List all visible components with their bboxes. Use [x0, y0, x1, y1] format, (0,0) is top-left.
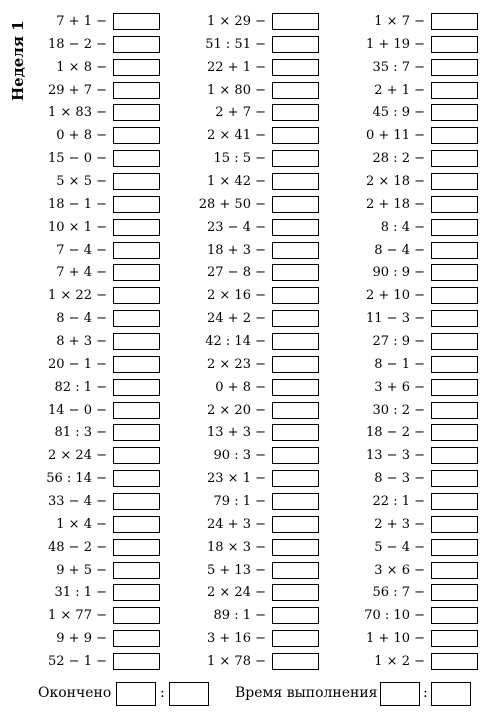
- answer-box[interactable]: [113, 584, 160, 601]
- answer-box[interactable]: [431, 356, 478, 373]
- problem-expression: 10 × 1 −: [48, 219, 107, 235]
- finished-hours-box[interactable]: [116, 682, 156, 706]
- problem-row: [159, 33, 319, 56]
- problem-row: [318, 650, 478, 673]
- problem-row: [0, 444, 160, 467]
- problem-expression: 81 : 3 −: [54, 425, 107, 441]
- problem-row: [159, 490, 319, 513]
- problem-expression: 2 + 18 −: [366, 196, 425, 212]
- problem-expression: 1 × 80 −: [207, 82, 266, 98]
- problem-row: [318, 330, 478, 353]
- problem-expression: 1 + 19 −: [366, 36, 425, 52]
- answer-box[interactable]: [272, 607, 319, 624]
- problem-row: [159, 56, 319, 79]
- problem-row: [159, 650, 319, 673]
- problem-row: [318, 536, 478, 559]
- problem-row: [318, 193, 478, 216]
- answer-box[interactable]: [272, 196, 319, 213]
- problem-expression: 42 : 14 −: [205, 333, 266, 349]
- problem-row: [159, 604, 319, 627]
- answer-box[interactable]: [431, 470, 478, 487]
- problem-row: [159, 330, 319, 353]
- problem-row: [318, 56, 478, 79]
- problem-expression: 56 : 14 −: [46, 471, 107, 487]
- problem-expression: 8 − 4 −: [56, 311, 107, 327]
- problem-expression: 2 + 7 −: [215, 105, 266, 121]
- answer-box[interactable]: [113, 402, 160, 419]
- answer-box[interactable]: [113, 59, 160, 76]
- answer-box[interactable]: [272, 539, 319, 556]
- answer-box[interactable]: [272, 516, 319, 533]
- problem-row: [0, 193, 160, 216]
- problem-row: [318, 239, 478, 262]
- problem-expression: 24 + 3 −: [207, 516, 266, 532]
- answer-box[interactable]: [272, 333, 319, 350]
- problem-expression: 13 − 3 −: [366, 448, 425, 464]
- problem-row: [318, 284, 478, 307]
- problem-row: [159, 513, 319, 536]
- answer-box[interactable]: [272, 379, 319, 396]
- problem-expression: 5 × 5 −: [56, 173, 107, 189]
- problem-row: [0, 124, 160, 147]
- finished-label: Окончено: [38, 685, 112, 701]
- problem-row: [159, 216, 319, 239]
- problem-expression: 3 + 16 −: [207, 631, 266, 647]
- problem-expression: 1 × 83 −: [48, 105, 107, 121]
- problem-expression: 7 + 1 −: [56, 13, 107, 29]
- problem-expression: 2 × 16 −: [207, 288, 266, 304]
- answer-box[interactable]: [113, 310, 160, 327]
- problem-expression: 7 − 4 −: [56, 242, 107, 258]
- answer-box[interactable]: [113, 219, 160, 236]
- problem-row: [0, 513, 160, 536]
- problem-row: [0, 467, 160, 490]
- problem-expression: 2 × 41 −: [207, 128, 266, 144]
- problem-expression: 1 × 77 −: [48, 608, 107, 624]
- problem-expression: 1 + 10 −: [366, 631, 425, 647]
- answer-box[interactable]: [272, 59, 319, 76]
- answer-box[interactable]: [431, 379, 478, 396]
- answer-box[interactable]: [113, 424, 160, 441]
- answer-box[interactable]: [113, 516, 160, 533]
- answer-box[interactable]: [431, 607, 478, 624]
- problem-expression: 56 : 7 −: [372, 585, 425, 601]
- answer-box[interactable]: [431, 516, 478, 533]
- problem-expression: 1 × 42 −: [207, 173, 266, 189]
- problem-expression: 1 × 78 −: [207, 653, 266, 669]
- answer-box[interactable]: [272, 310, 319, 327]
- problem-row: [0, 627, 160, 650]
- problem-expression: 8 + 3 −: [56, 333, 107, 349]
- problem-row: [318, 604, 478, 627]
- problem-row: [318, 101, 478, 124]
- problem-expression: 13 + 3 −: [207, 425, 266, 441]
- problem-expression: 90 : 9 −: [372, 265, 425, 281]
- problem-expression: 2 × 23 −: [207, 356, 266, 372]
- problem-expression: 29 + 7 −: [48, 82, 107, 98]
- problem-expression: 11 − 3 −: [366, 311, 425, 327]
- answer-box[interactable]: [431, 584, 478, 601]
- answer-box[interactable]: [113, 242, 160, 259]
- problem-expression: 9 + 9 −: [56, 631, 107, 647]
- problem-expression: 9 + 5 −: [56, 562, 107, 578]
- problem-expression: 22 + 1 −: [207, 59, 266, 75]
- finished-minutes-box[interactable]: [169, 682, 209, 706]
- problem-expression: 2 + 3 −: [374, 516, 425, 532]
- problem-row: [0, 581, 160, 604]
- answer-box[interactable]: [113, 36, 160, 53]
- answer-box[interactable]: [431, 562, 478, 579]
- answer-box[interactable]: [113, 264, 160, 281]
- problem-row: [159, 536, 319, 559]
- problem-row: [0, 79, 160, 102]
- answer-box[interactable]: [272, 173, 319, 190]
- problem-row: [0, 490, 160, 513]
- problem-row: [318, 399, 478, 422]
- answer-box[interactable]: [113, 447, 160, 464]
- answer-box[interactable]: [113, 333, 160, 350]
- problem-row: [159, 581, 319, 604]
- answer-box[interactable]: [272, 287, 319, 304]
- problem-row: [318, 444, 478, 467]
- problem-row: [0, 604, 160, 627]
- problem-row: [318, 421, 478, 444]
- problem-row: [318, 376, 478, 399]
- answer-box[interactable]: [272, 36, 319, 53]
- problem-expression: 8 − 4 −: [374, 242, 425, 258]
- problem-expression: 8 − 1 −: [374, 356, 425, 372]
- problem-expression: 48 − 2 −: [48, 539, 107, 555]
- problem-row: [318, 79, 478, 102]
- problem-expression: 79 : 1 −: [213, 493, 266, 509]
- answer-box[interactable]: [113, 127, 160, 144]
- answer-box[interactable]: [272, 104, 319, 121]
- problem-expression: 1 × 22 −: [48, 288, 107, 304]
- problem-expression: 1 × 2 −: [374, 653, 425, 669]
- problem-expression: 1 × 4 −: [56, 516, 107, 532]
- answer-box[interactable]: [431, 59, 478, 76]
- problem-row: [318, 559, 478, 582]
- problem-row: [0, 307, 160, 330]
- problem-expression: 15 : 5 −: [213, 151, 266, 167]
- problem-expression: 18 − 2 −: [366, 425, 425, 441]
- answer-box[interactable]: [113, 653, 160, 670]
- problem-row: [159, 444, 319, 467]
- answer-box[interactable]: [431, 13, 478, 30]
- answer-box[interactable]: [431, 104, 478, 121]
- problem-expression: 30 : 2 −: [372, 402, 425, 418]
- problem-row: [0, 10, 160, 33]
- answer-box[interactable]: [272, 402, 319, 419]
- duration-hours-box[interactable]: [380, 682, 420, 706]
- answer-box[interactable]: [272, 242, 319, 259]
- answer-box[interactable]: [272, 219, 319, 236]
- problem-expression: 8 − 3 −: [374, 471, 425, 487]
- answer-box[interactable]: [113, 196, 160, 213]
- answer-box[interactable]: [431, 653, 478, 670]
- problem-row: [0, 353, 160, 376]
- problem-expression: 31 : 1 −: [54, 585, 107, 601]
- answer-box[interactable]: [272, 584, 319, 601]
- answer-box[interactable]: [431, 150, 478, 167]
- answer-box[interactable]: [272, 13, 319, 30]
- problem-row: [159, 261, 319, 284]
- problem-expression: 70 : 10 −: [364, 608, 425, 624]
- problem-row: [159, 79, 319, 102]
- problem-row: [318, 490, 478, 513]
- problem-row: [159, 284, 319, 307]
- problem-expression: 1 × 8 −: [56, 59, 107, 75]
- answer-box[interactable]: [272, 424, 319, 441]
- problem-row: [0, 536, 160, 559]
- problem-expression: 28 : 2 −: [372, 151, 425, 167]
- problem-row: [0, 33, 160, 56]
- problem-row: [159, 193, 319, 216]
- problem-row: [318, 170, 478, 193]
- problem-expression: 5 − 4 −: [374, 539, 425, 555]
- answer-box[interactable]: [431, 219, 478, 236]
- problem-expression: 52 − 1 −: [48, 653, 107, 669]
- problem-expression: 27 − 8 −: [207, 265, 266, 281]
- problem-expression: 1 × 29 −: [207, 13, 266, 29]
- problem-expression: 82 : 1 −: [54, 379, 107, 395]
- answer-box[interactable]: [272, 653, 319, 670]
- answer-box[interactable]: [113, 539, 160, 556]
- problem-expression: 27 : 9 −: [372, 333, 425, 349]
- problem-expression: 0 + 8 −: [215, 379, 266, 395]
- problem-expression: 2 + 1 −: [374, 82, 425, 98]
- problem-expression: 2 + 10 −: [366, 288, 425, 304]
- problem-row: [0, 101, 160, 124]
- problem-row: [159, 467, 319, 490]
- answer-box[interactable]: [113, 104, 160, 121]
- problem-expression: 23 × 1 −: [207, 471, 266, 487]
- answer-box[interactable]: [113, 607, 160, 624]
- answer-box[interactable]: [113, 470, 160, 487]
- answer-box[interactable]: [113, 379, 160, 396]
- problem-expression: 45 : 9 −: [372, 105, 425, 121]
- problem-column-2: [159, 10, 319, 673]
- problem-row: [0, 559, 160, 582]
- problem-expression: 8 : 4 −: [380, 219, 425, 235]
- problem-expression: 89 : 1 −: [213, 608, 266, 624]
- problem-expression: 90 : 3 −: [213, 448, 266, 464]
- problem-expression: 2 × 24 −: [207, 585, 266, 601]
- problem-row: [318, 216, 478, 239]
- answer-box[interactable]: [431, 447, 478, 464]
- answer-box[interactable]: [431, 264, 478, 281]
- answer-box[interactable]: [113, 493, 160, 510]
- problem-row: [0, 261, 160, 284]
- problem-expression: 51 : 51 −: [205, 36, 266, 52]
- answer-box[interactable]: [113, 13, 160, 30]
- problem-row: [318, 147, 478, 170]
- problem-column-3: [318, 10, 478, 673]
- answer-box[interactable]: [431, 36, 478, 53]
- problem-expression: 18 × 3 −: [207, 539, 266, 555]
- problem-expression: 3 + 6 −: [374, 379, 425, 395]
- duration-colon: :: [423, 685, 428, 701]
- answer-box[interactable]: [272, 447, 319, 464]
- answer-box[interactable]: [431, 242, 478, 259]
- problem-expression: 1 × 7 −: [374, 13, 425, 29]
- problem-expression: 0 + 8 −: [56, 128, 107, 144]
- answer-box[interactable]: [431, 333, 478, 350]
- answer-box[interactable]: [431, 287, 478, 304]
- finished-colon: :: [160, 685, 165, 701]
- problem-row: [159, 399, 319, 422]
- problem-row: [159, 239, 319, 262]
- problem-expression: 18 − 2 −: [48, 36, 107, 52]
- answer-box[interactable]: [113, 173, 160, 190]
- answer-box[interactable]: [272, 470, 319, 487]
- answer-box[interactable]: [431, 82, 478, 99]
- answer-box[interactable]: [272, 493, 319, 510]
- answer-box[interactable]: [431, 402, 478, 419]
- problem-row: [159, 124, 319, 147]
- answer-box[interactable]: [272, 264, 319, 281]
- problem-expression: 18 + 3 −: [207, 242, 266, 258]
- answer-box[interactable]: [431, 173, 478, 190]
- problem-expression: 15 − 0 −: [48, 151, 107, 167]
- answer-box[interactable]: [431, 539, 478, 556]
- footer: [0, 682, 489, 708]
- answer-box[interactable]: [431, 424, 478, 441]
- problem-expression: 0 + 11 −: [366, 128, 425, 144]
- problem-row: [0, 376, 160, 399]
- duration-label: Время выполнения: [235, 685, 378, 701]
- answer-box[interactable]: [113, 82, 160, 99]
- answer-box[interactable]: [431, 196, 478, 213]
- problem-row: [318, 124, 478, 147]
- problem-expression: 14 − 0 −: [48, 402, 107, 418]
- problem-expression: 2 × 18 −: [366, 173, 425, 189]
- problem-row: [159, 170, 319, 193]
- problem-row: [0, 170, 160, 193]
- problem-row: [159, 627, 319, 650]
- problem-expression: 7 + 4 −: [56, 265, 107, 281]
- problem-row: [318, 10, 478, 33]
- problem-row: [318, 33, 478, 56]
- answer-box[interactable]: [113, 287, 160, 304]
- problem-row: [318, 307, 478, 330]
- problem-row: [159, 147, 319, 170]
- problem-expression: 3 × 6 −: [374, 562, 425, 578]
- problem-row: [0, 330, 160, 353]
- problem-row: [0, 216, 160, 239]
- problem-expression: 23 − 4 −: [207, 219, 266, 235]
- answer-box[interactable]: [431, 310, 478, 327]
- problem-expression: 5 + 13 −: [207, 562, 266, 578]
- problem-row: [159, 353, 319, 376]
- problem-row: [159, 10, 319, 33]
- problem-expression: 28 + 50 −: [198, 196, 266, 212]
- problem-row: [318, 513, 478, 536]
- problem-row: [0, 284, 160, 307]
- problem-expression: 20 − 1 −: [48, 356, 107, 372]
- problem-row: [0, 239, 160, 262]
- problem-column-1: [0, 10, 160, 673]
- answer-box[interactable]: [272, 562, 319, 579]
- problem-expression: 2 × 24 −: [48, 448, 107, 464]
- problem-row: [0, 421, 160, 444]
- problem-expression: 18 − 1 −: [48, 196, 107, 212]
- problem-row: [159, 376, 319, 399]
- answer-box[interactable]: [113, 630, 160, 647]
- problem-row: [159, 307, 319, 330]
- duration-minutes-box[interactable]: [431, 682, 471, 706]
- problem-expression: 2 × 20 −: [207, 402, 266, 418]
- problem-row: [0, 399, 160, 422]
- problem-expression: 22 : 1 −: [372, 493, 425, 509]
- answer-box[interactable]: [431, 493, 478, 510]
- answer-box[interactable]: [113, 150, 160, 167]
- problem-row: [0, 650, 160, 673]
- answer-box[interactable]: [272, 630, 319, 647]
- answer-box[interactable]: [272, 127, 319, 144]
- problem-row: [318, 627, 478, 650]
- answer-box[interactable]: [113, 356, 160, 373]
- week-label: Неделя 1: [9, 20, 27, 101]
- answer-box[interactable]: [272, 82, 319, 99]
- answer-box[interactable]: [272, 356, 319, 373]
- problem-expression: 24 + 2 −: [207, 311, 266, 327]
- answer-box[interactable]: [431, 630, 478, 647]
- problem-row: [159, 421, 319, 444]
- answer-box[interactable]: [272, 150, 319, 167]
- problem-row: [0, 147, 160, 170]
- problem-row: [318, 581, 478, 604]
- problem-row: [318, 467, 478, 490]
- problem-row: [318, 353, 478, 376]
- problem-row: [0, 56, 160, 79]
- answer-box[interactable]: [113, 562, 160, 579]
- problem-row: [159, 559, 319, 582]
- answer-box[interactable]: [431, 127, 478, 144]
- problem-expression: 33 − 4 −: [48, 493, 107, 509]
- problem-row: [318, 261, 478, 284]
- problem-expression: 35 : 7 −: [372, 59, 425, 75]
- problem-row: [159, 101, 319, 124]
